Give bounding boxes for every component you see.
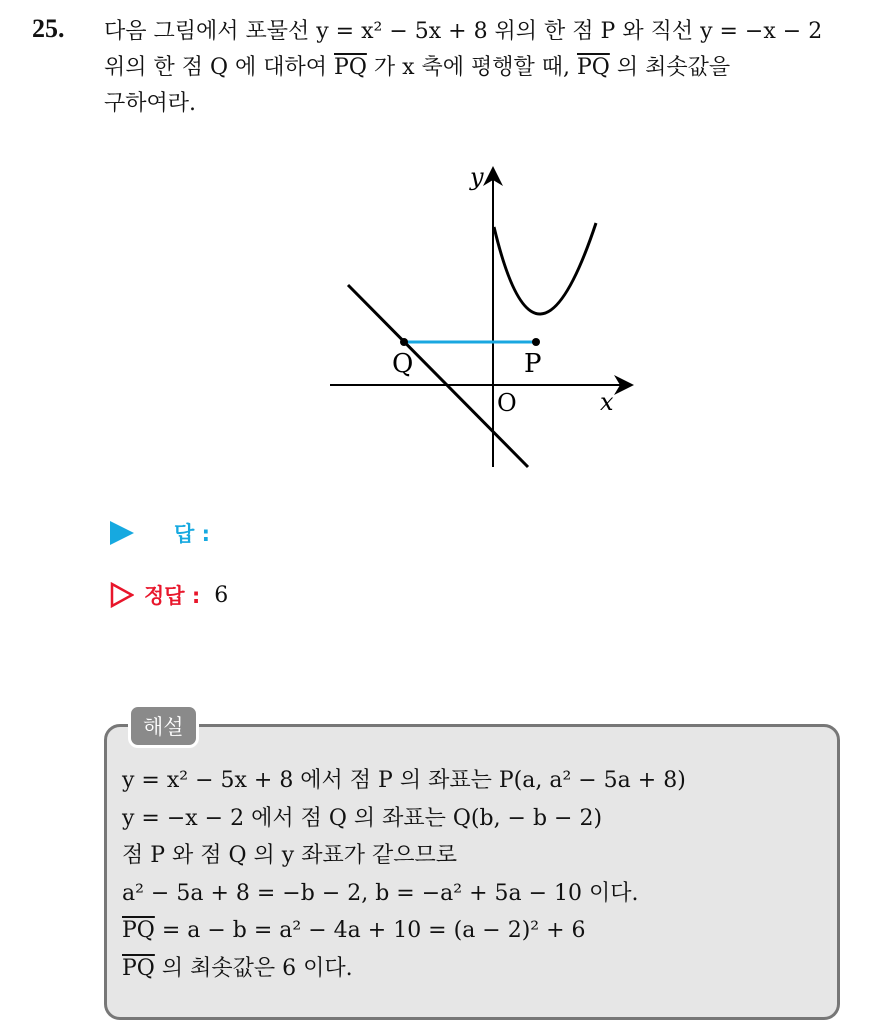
solution-pq-label: $\overline{PQ}$: [122, 918, 155, 943]
point-q-label: Q: [392, 349, 414, 379]
point-q-dot: [400, 338, 408, 346]
point-p-dot: [532, 338, 540, 346]
answer-row: [110, 518, 210, 548]
x-axis-label: x: [600, 388, 614, 416]
solution-line-5-rest: = a − b = a² − 4a + 10 = (a − 2)² + 6: [161, 918, 586, 943]
solution-line-6-rest: 의 최솟값은 6 이다.: [154, 955, 353, 981]
correct-answer-label: 정답 :: [144, 584, 201, 608]
solution-line-4: a² − 5a + 8 = −b − 2, b = −a² + 5a − 10 이다.: [122, 880, 639, 906]
solution-line-1: y = x² − 5x + 8 에서 점 P 의 좌표는 P(a, a² − 5a + 8): [122, 768, 686, 793]
question-text: [104, 14, 864, 122]
segment-pq-label-2: $\overline{PQ}$: [576, 55, 610, 80]
solution-line-3: 점 P 와 점 Q 의 y 좌표가 같으므로: [122, 843, 457, 868]
origin-label: O: [497, 389, 517, 417]
question-number: 25.: [32, 14, 65, 43]
solution-tag: 해설: [128, 704, 199, 748]
question-line-2-b: 가 x 축에 평행할 때,: [366, 55, 577, 80]
question-line-2-c: 의 최솟값을: [609, 55, 731, 80]
question-line-2: [104, 50, 864, 86]
question-line-2-a: 위의 한 점 Q 에 대하여: [104, 55, 335, 80]
solution-lines: [122, 762, 686, 987]
question-line-1: 다음 그림에서 포물선 y = x² − 5x + 8 위의 한 점 P 와 직선 y = −x − 2: [104, 19, 823, 44]
line-graph: [348, 285, 528, 467]
question-line-3: 구하여라.: [104, 91, 197, 116]
y-axis-label: y: [470, 163, 484, 191]
point-p-label: P: [524, 349, 542, 379]
correct-answer-value: 6: [214, 582, 229, 608]
solution-pq-label-2: $\overline{PQ}$: [122, 955, 155, 981]
parabola-curve: [494, 223, 596, 314]
answer-label: 답 :: [174, 522, 210, 546]
solution-line-2: y = −x − 2 에서 점 Q 의 좌표는 Q(b, − b − 2): [122, 805, 603, 831]
correct-answer-row: [110, 580, 228, 610]
segment-pq-label: $\overline{PQ}$: [334, 55, 367, 80]
solution-line-6: [122, 950, 686, 988]
graph-figure: [320, 155, 650, 475]
outline-triangle-icon: [110, 582, 134, 608]
solid-triangle-icon: [110, 521, 134, 545]
solution-line-5: [122, 912, 686, 950]
